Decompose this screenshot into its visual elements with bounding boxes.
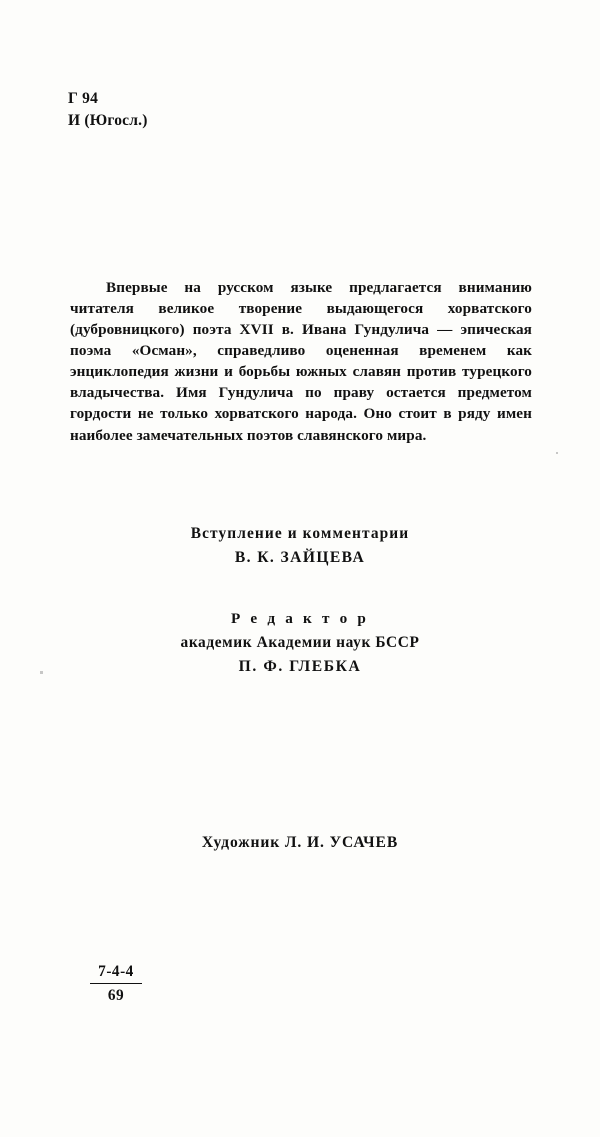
annotation-paragraph: Впервые на русском языке предлагается вниманию читателя великое творение выдающегося хорватского (дубровницкого) поэта XVII в. Ивана Гундулича — эпическая поэма «Осман», справедливо оцененная временем как энциклопедия жизни и борьбы южных славян против турецкого владычества. Имя Гундулича по праву остается предметом гордости не только хорватского народа. Оно стоит в ряду имен наиболее замечательных поэтов славянского мира. <box>70 279 532 444</box>
artist-name: Художник Л. И. УСАЧЕВ <box>201 834 399 851</box>
catalog-code-bottom: 69 <box>107 987 125 1004</box>
catalog-code-divider <box>90 983 142 984</box>
scan-speck <box>556 452 558 454</box>
introduction-label: Вступление и комментарии <box>190 525 410 542</box>
scan-speck <box>40 671 43 674</box>
classification-mark-line-1: Г 94 <box>68 90 99 107</box>
introduction-credit <box>0 525 600 567</box>
artist-credit <box>0 834 600 852</box>
editor-credit <box>0 610 600 676</box>
classification-mark <box>68 88 148 132</box>
editor-name: П. Ф. ГЛЕБКА <box>238 658 362 675</box>
catalog-code <box>86 963 146 1005</box>
catalog-code-top: 7-4-4 <box>98 963 134 980</box>
introduction-author-name: В. К. ЗАЙЦЕВА <box>234 549 366 566</box>
editor-label: Р е д а к т о р <box>230 610 370 627</box>
editor-affiliation: академик Академии наук БССР <box>180 634 420 651</box>
classification-mark-line-2: И (Югосл.) <box>68 112 148 129</box>
